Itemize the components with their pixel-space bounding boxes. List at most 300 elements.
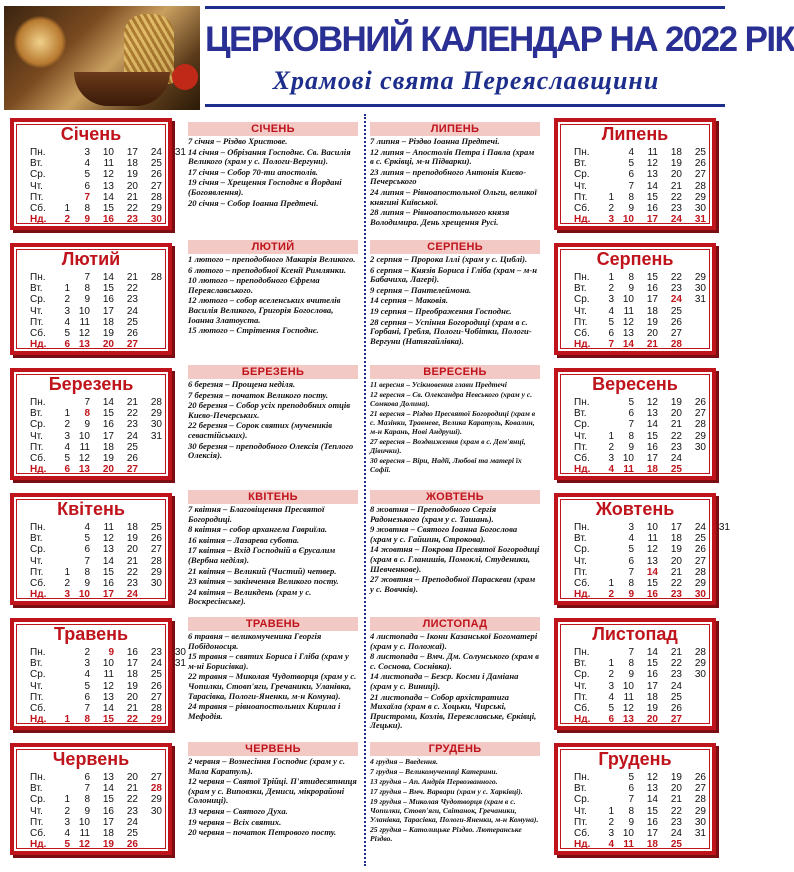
day-label: Сб. (30, 328, 46, 339)
date-number: 4 (64, 316, 70, 328)
date-number: 6 (84, 772, 90, 783)
date-number: 16 (102, 214, 114, 226)
date-number: 30 (174, 647, 186, 658)
date-number: 1 (608, 430, 614, 442)
date-number: 1 (64, 283, 70, 295)
date-number: 5 (628, 772, 634, 783)
date-number: 3 (628, 522, 634, 533)
date-number: 22 (126, 203, 138, 214)
date-number: 29 (150, 408, 162, 420)
date-number: 14 (646, 180, 658, 192)
date-number: 25 (694, 147, 706, 158)
date-number: 27 (150, 180, 162, 192)
event-item: 13 грудня – Ап. Андрія Первозванного. (370, 777, 498, 786)
week-row (30, 283, 170, 294)
date-number: 12 (102, 169, 114, 181)
event-item: 12 лютого – собор вселенських вчителів Василія Великого, Григорія Богослова, Іоанна Златоуста. (188, 295, 341, 325)
events-section (370, 240, 540, 346)
date-number: 6 (608, 714, 614, 726)
date-number: 27 (126, 464, 138, 476)
date-number: 5 (628, 544, 634, 556)
date-number: 5 (628, 158, 634, 170)
date-number: 9 (628, 669, 634, 681)
week-row (30, 522, 170, 533)
date-number: 13 (646, 555, 658, 567)
header-rule (205, 104, 725, 107)
event-item: 21 вересня – Різдво Пресвятої Богородиці (храм в с. Мазінки, Травневе, Велика Каратуль, Ковалин, м-н Карань, Нові Андруші). (370, 409, 536, 436)
date-number: 16 (646, 203, 658, 214)
date-number: 13 (102, 772, 114, 783)
date-number: 28 (150, 191, 162, 203)
date-number: 24 (694, 522, 706, 533)
week-row (574, 203, 714, 214)
event-item: 21 листопада – Собор архістратига Михаїла (храм в с. Хоцьки, Чирські, Пристроми, Козлів, Переяславське, Єрківці, Лецьки). (370, 691, 537, 731)
date-number: 26 (694, 158, 706, 170)
events-section-title: ЛЮТИЙ (188, 240, 358, 254)
events-section (370, 742, 540, 843)
event-item: 9 жовтня – Святого Іоанна Богослова (храм у с. Гайшин, Строкова). (370, 524, 518, 544)
date-number: 17 (646, 214, 658, 226)
date-number: 2 (608, 283, 614, 295)
date-number: 31 (694, 214, 706, 226)
events-section (370, 122, 540, 227)
date-number: 30 (694, 441, 706, 453)
event-item: 24 липня – Рівноапостольної Ольги, великої княгині Київської. (370, 186, 537, 207)
event-item: 17 грудня – Вмч. Варвари (храм у с. Харківці). (370, 787, 523, 796)
date-number: 31 (174, 658, 186, 670)
events-section-title: ВЕРЕСЕНЬ (370, 365, 540, 379)
week-row (30, 692, 170, 703)
date-number: 4 (64, 441, 70, 453)
events-section (188, 240, 358, 336)
date-number: 12 (78, 328, 90, 339)
date-number: 2 (608, 589, 614, 601)
event-item: 23 липня – преподобного Антонія Києво-Печерського (370, 166, 527, 187)
events-section (188, 365, 358, 461)
event-item: 24 квітня – Великдень (храм у с. Воскресінське). (188, 586, 312, 607)
day-label: Пт. (30, 191, 44, 203)
day-label: Чт. (30, 180, 43, 192)
date-number: 24 (670, 214, 682, 226)
date-number: 11 (647, 533, 658, 545)
month-box-2 (554, 243, 716, 355)
date-number: 30 (694, 589, 706, 601)
date-number: 9 (84, 419, 90, 431)
date-number: 10 (102, 658, 114, 670)
date-number: 27 (150, 691, 162, 703)
date-number: 3 (608, 828, 614, 839)
date-number: 26 (126, 839, 138, 851)
date-number: 27 (694, 783, 706, 795)
week-row (30, 169, 170, 180)
date-number: 16 (646, 589, 658, 601)
date-number: 15 (102, 203, 114, 214)
events-section-title: СЕРПЕНЬ (370, 240, 540, 254)
week-row (574, 181, 714, 192)
week-row (574, 681, 714, 692)
week-row (574, 453, 714, 464)
date-number: 24 (150, 147, 162, 158)
date-number: 19 (670, 544, 682, 556)
date-number: 15 (102, 283, 114, 295)
day-label: Вт. (30, 283, 43, 295)
date-number: 10 (78, 305, 90, 317)
events-section (370, 490, 540, 594)
week-row (574, 669, 714, 680)
date-number: 15 (102, 566, 114, 578)
events-section-title: КВІТЕНЬ (188, 490, 358, 504)
event-item: 7 березня – початок Великого посту. (188, 389, 328, 400)
date-number: 17 (646, 294, 658, 306)
day-label: Пн. (574, 522, 590, 533)
date-number: 21 (126, 783, 138, 795)
date-number: 1 (64, 794, 70, 806)
event-item: 28 липня – Рівноапостольного князя Володимира. День хрещення Русі. (370, 207, 510, 227)
date-number: 7 (628, 180, 634, 192)
day-label: Пт. (30, 441, 44, 453)
events-section-title: БЕРЕЗЕНЬ (188, 365, 358, 379)
date-number: 16 (126, 647, 138, 658)
date-number: 30 (150, 578, 162, 589)
date-number: 7 (84, 555, 90, 567)
day-label: Нд. (574, 464, 591, 476)
date-number: 27 (694, 555, 706, 567)
date-number: 19 (126, 533, 138, 545)
day-label: Нд. (574, 214, 591, 226)
day-label: Пт. (30, 816, 44, 828)
date-number: 18 (102, 441, 114, 453)
date-number: 13 (622, 714, 634, 726)
event-item: 28 серпня – Успіння Богородиці (храм в с. Горбані, Гребля, Пологи-Чобітки, Пологи-Вергуни (Натягайлівка). (370, 316, 532, 346)
week-row (574, 419, 714, 430)
date-number: 14 (102, 397, 114, 408)
date-number: 24 (126, 305, 138, 317)
date-number: 3 (64, 816, 70, 828)
day-label: Нд. (30, 839, 47, 851)
date-number: 1 (64, 714, 70, 726)
week-row (30, 567, 170, 578)
day-label: Сб. (574, 578, 590, 589)
events-section-title: ЖОВТЕНЬ (370, 490, 540, 504)
date-number: 14 (646, 419, 658, 431)
date-number: 23 (670, 203, 682, 214)
week-row (30, 306, 170, 317)
date-number: 17 (646, 453, 658, 464)
day-label: Сб. (30, 203, 46, 214)
week-row (574, 794, 714, 805)
date-number: 16 (102, 805, 114, 817)
date-number: 15 (646, 658, 658, 670)
week-row (574, 806, 714, 817)
date-number: 28 (694, 566, 706, 578)
week-row (30, 158, 170, 169)
week-row (30, 442, 170, 453)
date-number: 11 (623, 691, 634, 703)
date-number: 17 (102, 816, 114, 828)
date-number: 4 (84, 669, 90, 681)
date-number: 3 (64, 589, 70, 601)
date-number: 28 (694, 647, 706, 658)
date-number: 6 (628, 555, 634, 567)
date-number: 23 (670, 669, 682, 681)
date-number: 6 (64, 339, 70, 351)
day-label: Чт. (30, 805, 43, 817)
date-number: 14 (622, 339, 634, 351)
event-item: 20 січня – Собор Іоанна Предтечі. (188, 197, 319, 208)
date-number: 8 (84, 566, 90, 578)
event-item: 25 грудня – Католицьке Різдво. Лютеранське Різдво. (370, 825, 522, 843)
bowl-image (74, 72, 170, 106)
date-number: 30 (694, 203, 706, 214)
date-number: 18 (646, 839, 658, 851)
date-number: 8 (628, 805, 634, 817)
date-number: 1 (64, 566, 70, 578)
week-row (30, 556, 170, 567)
day-label: Чт. (574, 430, 587, 442)
date-number: 3 (84, 658, 90, 670)
event-item: 6 березня – Прощена неділя. (188, 379, 296, 389)
date-number: 11 (103, 522, 114, 533)
date-number: 6 (84, 544, 90, 556)
date-number: 26 (694, 397, 706, 408)
event-item: 4 листопада – Ікони Казанської Богоматері (храм у с. Положаї). (370, 631, 538, 651)
day-label: Вт. (30, 158, 43, 170)
events-section-title: ЧЕРВЕНЬ (188, 742, 358, 756)
date-number: 13 (102, 691, 114, 703)
date-number: 6 (628, 783, 634, 795)
date-number: 3 (64, 430, 70, 442)
date-number: 25 (126, 828, 138, 839)
week-row (30, 203, 170, 214)
date-number: 8 (84, 203, 90, 214)
day-label: Сб. (30, 453, 46, 464)
date-number: 11 (103, 158, 114, 170)
date-number: 18 (646, 305, 658, 317)
event-item: 14 жовтня – Покрова Пресвятої Богородиці (храм в с. Гланишів, Помоклі, Студеники, Шевченкове). (370, 544, 540, 574)
date-number: 23 (670, 816, 682, 828)
week-row (30, 408, 170, 419)
date-number: 3 (608, 214, 614, 226)
date-number: 24 (126, 589, 138, 601)
date-number: 5 (84, 680, 90, 692)
date-number: 20 (646, 328, 658, 339)
day-label: Пн. (574, 772, 590, 783)
event-item: 17 квітня – Вхід Господній в Єрусалим (Вербна неділя). (188, 545, 336, 565)
date-number: 28 (150, 397, 162, 408)
date-number: 22 (670, 805, 682, 817)
day-label: Ср. (574, 419, 590, 431)
event-item: 17 січня – Собор 70-ти апостолів. (188, 166, 318, 177)
date-number: 13 (102, 180, 114, 192)
date-number: 24 (670, 828, 682, 839)
month-name: Вересень (592, 374, 678, 394)
date-number: 10 (78, 589, 90, 601)
events-section-title: ТРАВЕНЬ (188, 617, 358, 631)
day-label: Сб. (574, 828, 590, 839)
date-number: 29 (150, 794, 162, 806)
week-row (574, 578, 714, 589)
day-label: Пт. (30, 316, 44, 328)
date-number: 28 (694, 794, 706, 806)
week-row (574, 169, 714, 180)
week-row (574, 533, 714, 544)
day-label: Вт. (30, 658, 43, 670)
date-number: 13 (78, 339, 90, 351)
date-number: 21 (126, 703, 138, 714)
date-number: 20 (126, 691, 138, 703)
day-label: Пн. (574, 647, 590, 658)
date-number: 29 (694, 272, 706, 283)
week-row (30, 658, 186, 670)
date-number: 24 (670, 453, 682, 464)
date-number: 10 (622, 680, 634, 692)
date-number: 1 (608, 272, 614, 283)
week-row (574, 828, 714, 839)
date-number: 16 (646, 669, 658, 681)
month-box-4 (10, 493, 172, 605)
date-number: 5 (64, 839, 70, 851)
day-label: Ср. (574, 794, 590, 806)
week-row (30, 681, 170, 692)
day-label: Сб. (574, 703, 590, 714)
date-number: 2 (608, 669, 614, 681)
day-label: Вт. (574, 408, 587, 420)
week-row (574, 306, 714, 317)
day-label: Чт. (574, 555, 587, 567)
date-number: 7 (628, 566, 634, 578)
week-row (30, 839, 170, 850)
date-number: 26 (126, 453, 138, 464)
date-number: 19 (126, 169, 138, 181)
date-number: 15 (102, 714, 114, 726)
week-row (30, 669, 170, 680)
week-row (30, 533, 170, 544)
event-item: 22 березня – Сорок святих (мучеників севастійських). (188, 420, 333, 440)
date-number: 2 (64, 578, 70, 589)
week-row (30, 317, 170, 328)
week-row (30, 794, 170, 805)
event-item: 16 квітня – Лазарева субота. (188, 534, 300, 545)
date-number: 31 (150, 430, 162, 442)
day-label: Вт. (574, 533, 587, 545)
date-number: 28 (150, 783, 162, 795)
date-number: 13 (78, 464, 90, 476)
date-number: 24 (150, 658, 162, 670)
month-name: Жовтень (595, 499, 675, 519)
day-label: Пт. (574, 691, 588, 703)
date-number: 8 (84, 714, 90, 726)
date-number: 2 (64, 214, 70, 226)
week-row (574, 397, 714, 408)
day-label: Сб. (30, 703, 46, 714)
week-row (574, 328, 714, 339)
event-item: 2 серпня – Пророка Іллі (храм у с. Циблі). (370, 254, 528, 264)
week-row (574, 772, 714, 783)
week-row (30, 328, 170, 339)
date-number: 4 (628, 533, 634, 545)
date-number: 29 (694, 578, 706, 589)
date-number: 9 (108, 647, 114, 658)
event-item: 19 січня – Хрещення Господнє в Йордані (Богоявлення). (188, 177, 342, 197)
week-row (574, 158, 714, 169)
date-number: 4 (608, 464, 614, 476)
date-number: 29 (694, 191, 706, 203)
date-number: 9 (628, 283, 634, 295)
day-label: Вт. (574, 158, 587, 170)
date-number: 2 (84, 647, 90, 658)
date-number: 19 (102, 839, 114, 851)
events-section-title: ЛИСТОПАД (370, 617, 540, 631)
events-section (188, 617, 358, 721)
day-label: Пн. (574, 147, 590, 158)
date-number: 17 (646, 828, 658, 839)
date-number: 14 (646, 566, 658, 578)
event-item: 20 березня – Собор усіх преподобних отців Києво-Печерських. (188, 400, 351, 420)
week-row (574, 544, 714, 555)
date-number: 4 (608, 839, 614, 851)
event-item: 19 серпня – Преображення Господнє. (370, 305, 512, 316)
date-number: 1 (608, 191, 614, 203)
day-label: Пн. (30, 147, 46, 158)
date-number: 8 (628, 191, 634, 203)
day-label: Нд. (30, 214, 47, 226)
week-row (30, 431, 170, 442)
date-number: 30 (694, 816, 706, 828)
date-number: 30 (694, 669, 706, 681)
date-number: 12 (622, 703, 634, 714)
date-number: 10 (622, 453, 634, 464)
month-name: Лютий (61, 249, 121, 269)
events-section-title: СІЧЕНЬ (188, 122, 358, 136)
date-number: 21 (646, 339, 658, 351)
date-number: 25 (694, 533, 706, 545)
date-number: 8 (628, 272, 634, 283)
date-number: 19 (102, 328, 114, 339)
date-number: 26 (694, 772, 706, 783)
date-number: 26 (670, 703, 682, 714)
date-number: 18 (670, 533, 682, 545)
date-number: 1 (608, 578, 614, 589)
event-item: 6 серпня – Князів Бориса і Гліба (храм – м-н Бабачиха, Лагері). (370, 264, 538, 285)
date-number: 30 (694, 283, 706, 295)
header-photo (4, 6, 200, 110)
date-number: 26 (150, 533, 162, 545)
day-label: Ср. (574, 169, 590, 181)
day-label: Сб. (30, 828, 46, 839)
day-label: Пт. (574, 316, 588, 328)
month-box-4 (554, 493, 730, 605)
date-number: 14 (102, 191, 114, 203)
date-number: 16 (646, 816, 658, 828)
date-number: 16 (646, 283, 658, 295)
date-number: 17 (126, 147, 138, 158)
date-number: 8 (84, 794, 90, 806)
day-label: Нд. (574, 589, 591, 601)
date-number: 22 (670, 272, 682, 283)
day-label: Пт. (574, 566, 588, 578)
month-box-3 (554, 368, 716, 480)
apple-image (172, 64, 198, 90)
date-number: 11 (623, 839, 634, 851)
week-row (574, 522, 730, 533)
page-title: ЦЕРКОВНИЙ КАЛЕНДАР НА 2022 РІК (205, 20, 794, 59)
date-number: 2 (64, 419, 70, 431)
month-box-6 (554, 743, 716, 855)
date-number: 9 (628, 816, 634, 828)
date-number: 16 (646, 441, 658, 453)
date-number: 10 (622, 214, 634, 226)
day-label: Нд. (574, 339, 591, 351)
